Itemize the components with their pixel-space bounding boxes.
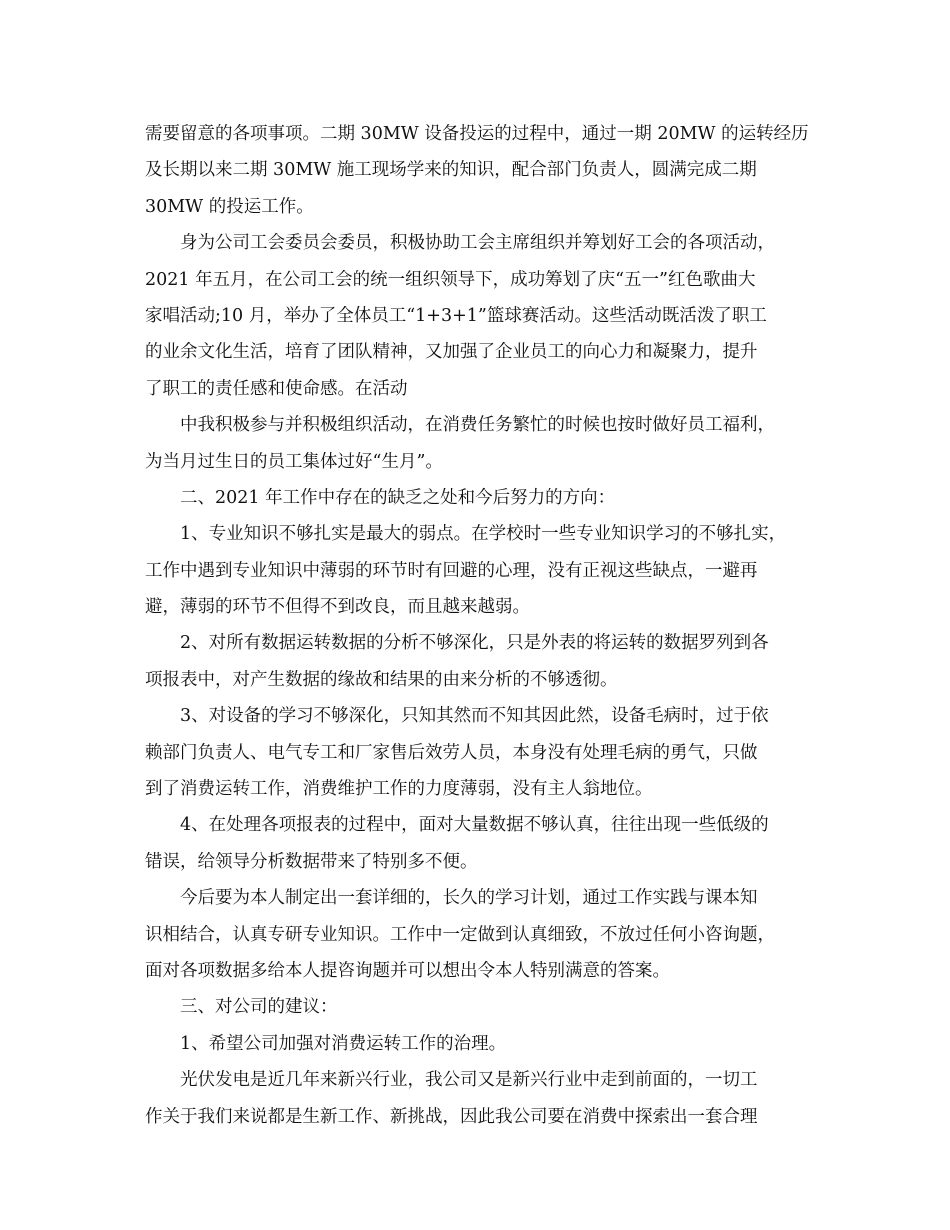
text-line: 错误，给领导分析数据带来了特别多不便。 bbox=[145, 851, 478, 872]
text-line: 赖部门负责人、电气专工和厂家售后效劳人员，本身没有处理毛病的勇气，只做 bbox=[145, 742, 758, 763]
text-line: 了职工的责任感和使命感。在活动 bbox=[145, 378, 408, 399]
text-line: 身为公司工会委员会委员，积极协助工会主席组织并筹划好工会的各项活动， bbox=[180, 233, 775, 254]
text-line: 1、专业知识不够扎实是最大的弱点。在学校时一些专业知识学习的不够扎实， bbox=[180, 524, 787, 545]
text-line: 3、对设备的学习不够深化，只知其然而不知其因此然，设备毛病时，过于依 bbox=[180, 706, 769, 727]
text-line: 避，薄弱的环节不但得不到改良，而且越来越弱。 bbox=[145, 597, 530, 618]
text-line: 家唱活动;10 月，举办了全体员工“1+3+1”篮球赛活动。这些活动既活泼了职工 bbox=[145, 305, 767, 326]
text-line: 到了消费运转工作，消费维护工作的力度薄弱，没有主人翁地位。 bbox=[145, 779, 653, 800]
text-line: 面对各项数据多给本人提咨询题并可以想出令本人特别满意的答案。 bbox=[145, 960, 670, 981]
text-line: 2、对所有数据运转数据的分析不够深化，只是外表的将运转的数据罗列到各 bbox=[180, 633, 769, 654]
text-line: 需要留意的各项事项。二期 30MW 设备投运的过程中，通过一期 20MW 的运转经历 bbox=[145, 124, 809, 144]
text-line: 的业余文化生活，培育了团队精神，又加强了企业员工的向心力和凝聚力，提升 bbox=[145, 342, 758, 363]
text-line: 中我积极参与并积极组织活动，在消费任务繁忙的时候也按时做好员工福利， bbox=[180, 415, 775, 436]
text-line: 及长期以来二期 30MW 施工现场学来的知识，配合部门负责人，圆满完成二期 bbox=[145, 160, 757, 181]
text-line: 三、对公司的建议： bbox=[180, 997, 338, 1018]
text-line: 4、在处理各项报表的过程中，面对大量数据不够认真，往往出现一些低级的 bbox=[180, 815, 769, 836]
text-line: 30MW 的投运工作。 bbox=[145, 196, 314, 217]
text-line: 二、2021 年工作中存在的缺乏之处和今后努力的方向： bbox=[180, 487, 616, 508]
text-line: 1、希望公司加强对消费运转工作的治理。 bbox=[180, 1033, 507, 1054]
text-line: 2021 年五月，在公司工会的统一组织领导下，成功筹划了庆“五一”红色歌曲大 bbox=[145, 269, 756, 290]
text-line: 工作中遇到专业知识中薄弱的环节时有回避的心理，没有正视这些缺点，一避再 bbox=[145, 560, 758, 581]
text-line: 识相结合，认真专研专业知识。工作中一定做到认真细致，不放过任何小咨询题， bbox=[145, 924, 775, 945]
text-line: 光伏发电是近几年来新兴行业，我公司又是新兴行业中走到前面的，一切工 bbox=[180, 1070, 758, 1091]
text-line: 今后要为本人制定出一套详细的，长久的学习计划，通过工作实践与课本知 bbox=[180, 888, 758, 909]
text-line: 作关于我们来说都是生新工作、新挑战，因此我公司要在消费中探索出一套合理 bbox=[145, 1106, 758, 1127]
text-line: 项报表中，对产生数据的缘故和结果的由来分析的不够透彻。 bbox=[145, 669, 618, 690]
text-line: 为当月过生日的员工集体过好“生月”。 bbox=[145, 451, 443, 472]
document-body bbox=[145, 116, 815, 1135]
